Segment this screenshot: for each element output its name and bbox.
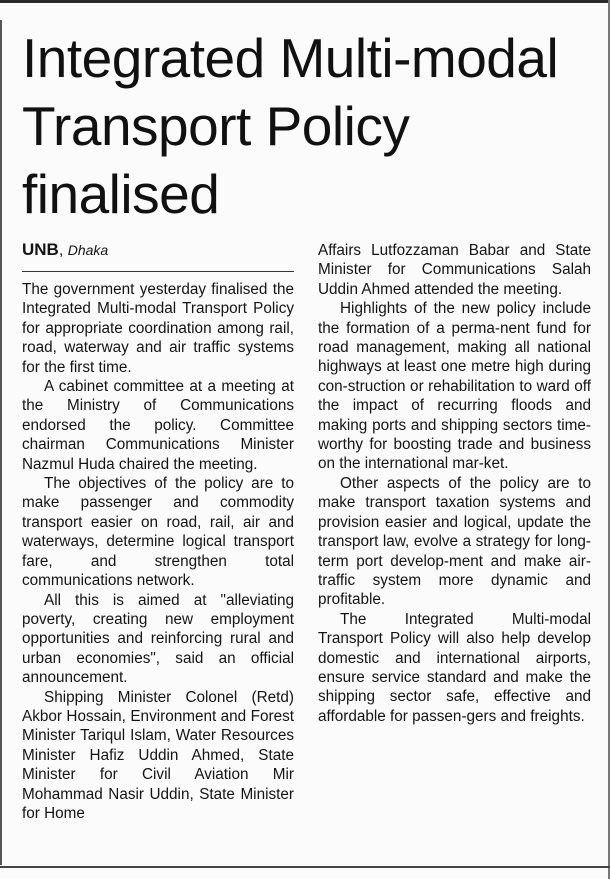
headline: Integrated Multi-modal Transport Policy finalised — [22, 27, 559, 225]
paragraph: Shipping Minister Colonel (Retd) Akbor Hossain, Environment and Forest Minister Tariqul Islam, Water Resources Minister Hafiz Uddin Ahmed, State Minister for Civil Aviation Mir Mohammad Nasir Uddin, State Minister for Home — [22, 688, 294, 822]
byline-rule — [22, 271, 294, 272]
paragraph: A cabinet committee at a meeting at the Ministry of Communications endorsed the policy. Committee chairman Communications Minister Nazmul Huda chaired the meeting. — [22, 378, 294, 473]
left-border — [0, 20, 2, 865]
paragraph: Other aspects of the policy are to make transport taxation systems and provision easier and logical, update the transport law, evolve a strategy for long-term port develop-ment and make air-traffic system more dynamic and profitable. — [318, 474, 591, 609]
paragraph: Affairs Lutfozzaman Babar and State Minister for Communications Salah Uddin Ahmed attended the meeting. — [318, 242, 591, 298]
paragraph: The objectives of the policy are to make passenger and commodity transport easier on road, rail, air and waterways, determine logical transport fare, and strengthen total communications network. — [22, 475, 294, 590]
paragraph: The government yesterday finalised the Integrated Multi-modal Transport Policy for appropriate coordination among rail, road, waterway and air traffic systems for the first time. — [22, 281, 294, 376]
paragraph: Highlights of the new policy include the formation of a perma-nent fund for road management, making all national highways at least one metre high during con-struction or rehabilitation to ward off the impact of recurring floods and making ports and shipping sectors time-worthy for boosting trade and business on the international mar-ket. — [318, 300, 591, 473]
article-column-2 — [318, 241, 591, 726]
article-column-1 — [22, 280, 294, 823]
bottom-border — [0, 866, 610, 868]
paragraph: All this is aimed at "alleviating poverty, creating new employment opportunities and reinforcing rural and urban economies", said an official announcement. — [22, 591, 294, 687]
top-border — [0, 0, 610, 3]
byline-source: UNB — [22, 240, 59, 259]
byline: UNB, Dhaka — [22, 240, 109, 259]
byline-place: Dhaka — [67, 242, 109, 258]
paragraph: The Integrated Multi-modal Transport Policy will also help develop domestic and international airports, ensure service standard and make the shipping sector safe, effective and affordable for passen-gers and freights. — [318, 610, 591, 725]
